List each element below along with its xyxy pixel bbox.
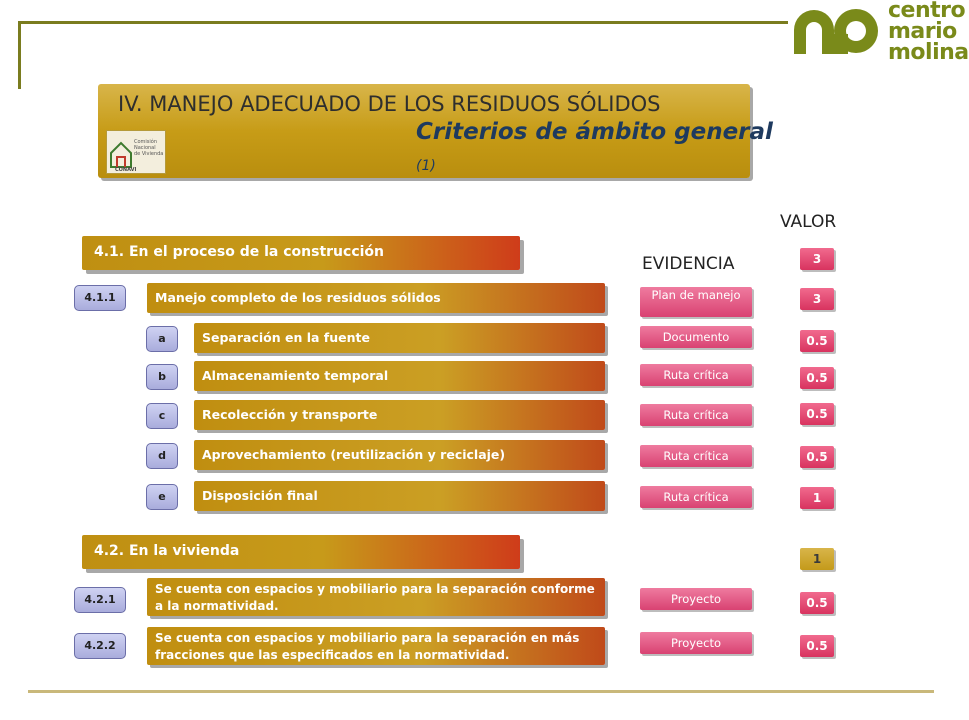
- item-4-1-1-label: Manejo completo de los residuos sólidos: [155, 290, 441, 305]
- item-c-label: Recolección y transporte: [202, 407, 378, 422]
- evidence-e: Ruta crítica: [640, 486, 752, 508]
- conavi-line-3: de Vivienda: [134, 151, 164, 157]
- item-b-bar: [194, 361, 605, 391]
- item-4-2-1-line-2: a la normatividad.: [155, 599, 279, 613]
- section-4-2-value: 1: [800, 548, 834, 570]
- item-4-2-2-label: [155, 630, 579, 664]
- item-c-bar: [194, 400, 605, 430]
- evidencia-header: EVIDENCIA: [642, 254, 735, 274]
- item-4-2-2-line-1: Se cuenta con espacios y mobiliario para la separación en más: [155, 631, 580, 645]
- logo-text: [888, 0, 969, 63]
- item-4-1-1-bar: [147, 283, 605, 313]
- conavi-line-2: Nacional: [134, 145, 156, 151]
- code-4-1-1: 4.1.1: [74, 285, 126, 311]
- conavi-line-1: Comisión: [134, 139, 158, 145]
- item-a-bar: [194, 323, 605, 353]
- item-4-2-1-label: [155, 581, 595, 615]
- valor-header: VALOR: [780, 212, 837, 232]
- code-b: b: [146, 364, 178, 390]
- page-subtitle: Criterios de ámbito general: [416, 119, 773, 145]
- item-d-label: Aprovechamiento (reutilización y reciclaje): [202, 447, 506, 462]
- logo-line-mario: mario: [888, 19, 957, 44]
- value-d: 0.5: [800, 446, 834, 468]
- value-4-1-1: 3: [800, 288, 834, 310]
- logo-line-centro: centro: [888, 0, 966, 23]
- item-4-2-2-bar: [147, 627, 605, 665]
- code-a: a: [146, 326, 178, 352]
- section-4-2-label: 4.2. En la vivienda: [94, 543, 240, 559]
- item-e-label: Disposición final: [202, 488, 318, 503]
- footer-line: [28, 690, 934, 693]
- code-c: c: [146, 403, 178, 429]
- item-d-bar: [194, 440, 605, 470]
- evidence-4-2-2: Proyecto: [640, 632, 752, 654]
- value-4-2-1: 0.5: [800, 592, 834, 614]
- evidence-d: Ruta crítica: [640, 445, 752, 467]
- section-4-1-label: 4.1. En el proceso de la construcción: [94, 244, 385, 260]
- evidence-4-1-1: Plan de manejo: [640, 287, 752, 317]
- value-b: 0.5: [800, 367, 834, 389]
- section-4-1-value: 3: [800, 248, 834, 270]
- item-4-2-2-line-2: fracciones que las especificados en la normatividad.: [155, 648, 510, 662]
- evidence-b: Ruta crítica: [640, 364, 752, 386]
- logo-line-molina: molina: [888, 40, 969, 65]
- title-note: (1): [416, 158, 436, 174]
- item-4-2-1-bar: [147, 578, 605, 616]
- conavi-house-icon: [107, 131, 165, 173]
- evidence-a: Documento: [640, 326, 752, 348]
- conavi-line-4: CONAVI: [115, 167, 137, 173]
- conavi-logo: [106, 130, 166, 174]
- code-4-2-1: 4.2.1: [74, 587, 126, 613]
- item-4-2-1-line-1: Se cuenta con espacios y mobiliario para la separación conforme: [155, 582, 595, 596]
- section-4-1-bar: [82, 236, 520, 270]
- evidence-c: Ruta crítica: [640, 404, 752, 426]
- item-a-label: Separación en la fuente: [202, 330, 370, 345]
- evidence-4-2-1: Proyecto: [640, 588, 752, 610]
- item-e-bar: [194, 481, 605, 511]
- section-4-2-bar: [82, 535, 520, 569]
- value-a: 0.5: [800, 330, 834, 352]
- value-e: 1: [800, 487, 834, 509]
- value-4-2-2: 0.5: [800, 635, 834, 657]
- item-b-label: Almacenamiento temporal: [202, 368, 389, 383]
- code-e: e: [146, 484, 178, 510]
- code-d: d: [146, 443, 178, 469]
- value-c: 0.5: [800, 403, 834, 425]
- centro-mario-molina-logo-icon: [788, 4, 880, 58]
- frame-top-line: [18, 21, 788, 24]
- frame-left-line: [18, 21, 21, 89]
- code-4-2-2: 4.2.2: [74, 633, 126, 659]
- page-title: IV. MANEJO ADECUADO DE LOS RESIDUOS SÓLIDOS: [118, 92, 661, 116]
